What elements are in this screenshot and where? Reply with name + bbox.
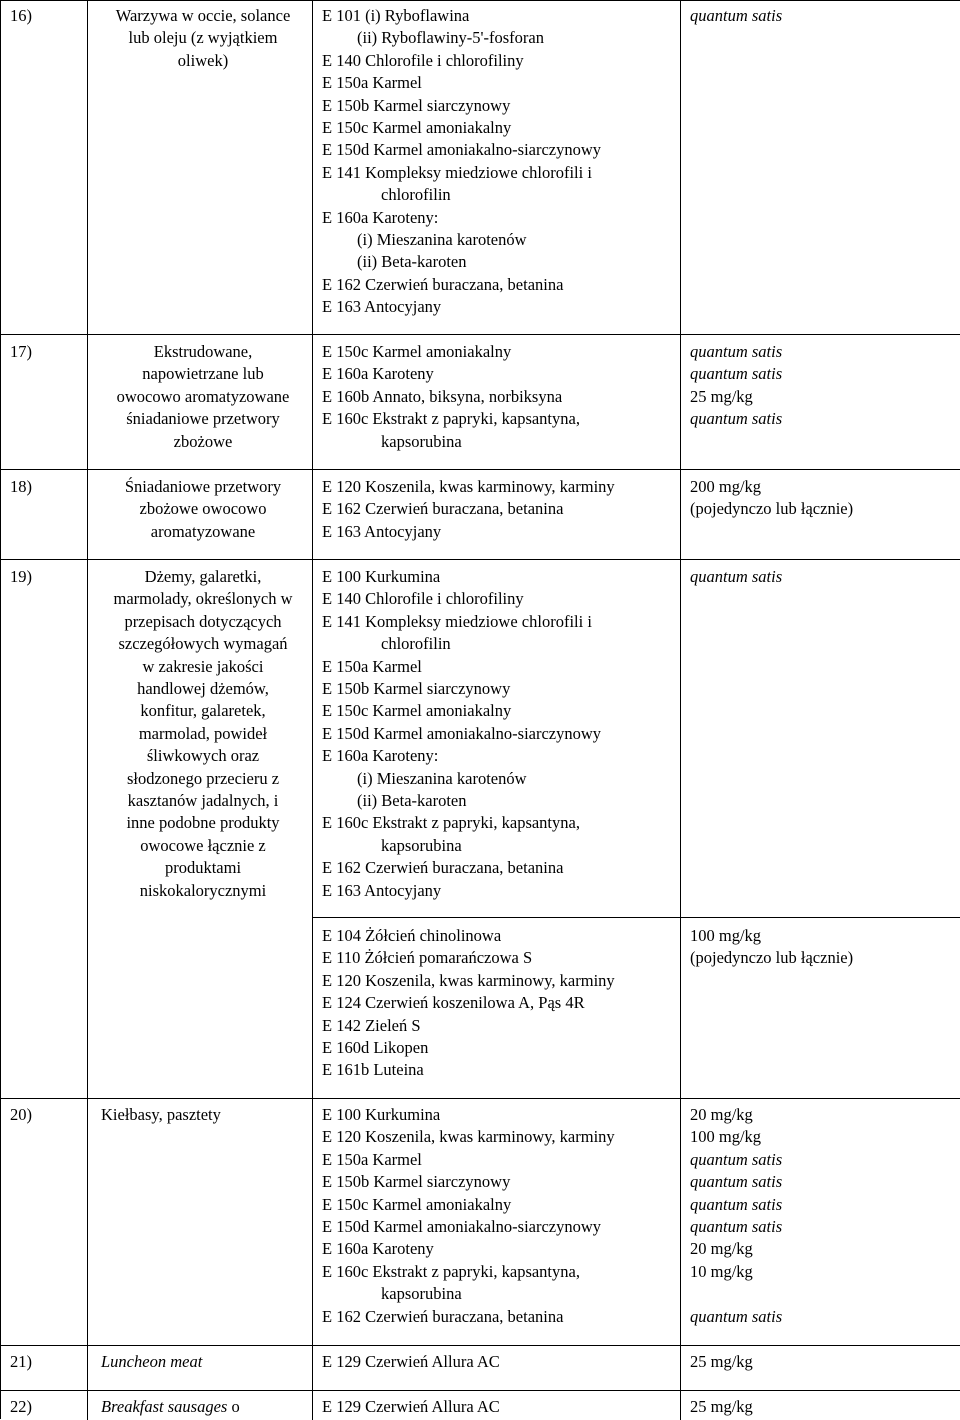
max-level: quantum satis quantum satis 25 mg/kg quantum satis xyxy=(690,342,783,429)
food-category: Breakfast sausages o xyxy=(101,1397,240,1416)
row-divider xyxy=(1,559,960,560)
row-number: 19) xyxy=(10,567,32,586)
row-divider xyxy=(312,917,960,918)
row-number: 22) xyxy=(10,1397,32,1416)
row-number: 17) xyxy=(10,342,32,361)
food-category: Dżemy, galaretki, marmolady, określonych w przepisach dotyczących szczegółowych wymagań w zakresie jakości handlowej dżemów, konfitur, galaretek, marmolad, powideł śliwkowych oraz słodzonego przecieru z kasztanów jadalnych, i inne podobne produkty owocowe łącznie z produktami niskokalorycznymi xyxy=(113,567,293,900)
column-divider xyxy=(312,1,313,1420)
dye-list: E 129 Czerwień Allura AC xyxy=(322,1352,500,1371)
food-category: Warzywa w occie, solance lub oleju (z wyjątkiem oliwek) xyxy=(115,6,291,70)
row-number: 16) xyxy=(10,6,32,25)
max-level: quantum satis xyxy=(690,567,783,586)
column-divider xyxy=(87,1,88,1420)
row-divider xyxy=(1,1098,960,1099)
food-category: Ekstrudowane, napowietrzane lub owocowo aromatyzowane śniadaniowe przetwory zbożowe xyxy=(116,342,290,451)
max-level: 20 mg/kg 100 mg/kg quantum satis quantum satis quantum satis quantum satis 20 mg/kg 10 mg/kg quantum satis xyxy=(690,1105,783,1326)
max-level: 25 mg/kg xyxy=(690,1397,753,1416)
row-divider xyxy=(1,1390,960,1391)
row-number: 21) xyxy=(10,1352,32,1371)
max-level: quantum satis xyxy=(690,6,783,25)
max-level: 200 mg/kg (pojedynczo lub łącznie) xyxy=(690,477,854,519)
food-category: Śniadaniowe przetwory zbożowe owocowo aromatyzowane xyxy=(124,477,282,541)
row-divider xyxy=(1,469,960,470)
row-divider xyxy=(1,1345,960,1346)
dye-list: E 104 Żółcień chinolinowa E 110 Żółcień pomarańczowa S E 120 Koszenila, kwas karminowy, karminy E 124 Czerwień koszenilowa A, Pąs 4R E 142 Zieleń S E 160d Likopen E 161b Luteina xyxy=(322,926,615,1080)
food-category: Luncheon meat xyxy=(101,1352,203,1371)
max-level: 100 mg/kg (pojedynczo lub łącznie) xyxy=(690,926,854,968)
column-divider xyxy=(680,1,681,1420)
row-number: 18) xyxy=(10,477,32,496)
row-divider xyxy=(1,334,960,335)
food-category: Kiełbasy, pasztety xyxy=(101,1105,221,1124)
dye-list: E 120 Koszenila, kwas karminowy, karminy E 162 Czerwień buraczana, betanina E 163 Antocyjany xyxy=(322,477,615,541)
dye-list: E 100 Kurkumina E 140 Chlorofile i chlorofiliny E 141 Kompleksy miedziowe chlorofili i chlorofilin E 150a Karmel E 150b Karmel siarczynowy E 150c Karmel amoniakalny E 150d Karmel amoniakalno-siarczynowy E 160a Karoteny: (i) Mieszanina karotenów (ii) Beta-karoten E 160c Ekstrakt z papryki, kapsantyna, kapsorubina E 162 Czerwień buraczana, betanina E 163 Antocyjany xyxy=(322,567,602,900)
dye-list: E 101 (i) Ryboflawina (ii) Ryboflawiny-5'-fosforan E 140 Chlorofile i chlorofiliny E 150a Karmel E 150b Karmel siarczynowy E 150c Karmel amoniakalny E 150d Karmel amoniakalno-siarczynowy E 141 Kompleksy miedziowe chlorofili i chlorofilin E 160a Karoteny: (i) Mieszanina karotenów (ii) Beta-karoten E 162 Czerwień buraczana, betanina E 163 Antocyjany xyxy=(322,6,602,317)
dye-list: E 100 Kurkumina E 120 Koszenila, kwas karminowy, karminy E 150a Karmel E 150b Karmel siarczynowy E 150c Karmel amoniakalny E 150d Karmel amoniakalno-siarczynowy E 160a Karoteny E 160c Ekstrakt z papryki, kapsantyna, kapsorubina E 162 Czerwień buraczana, betanina xyxy=(322,1105,615,1326)
row-number: 20) xyxy=(10,1105,32,1124)
max-level: 25 mg/kg xyxy=(690,1352,753,1371)
dye-list: E 129 Czerwień Allura AC xyxy=(322,1397,500,1416)
dye-list: E 150c Karmel amoniakalny E 160a Karoteny E 160b Annato, biksyna, norbiksyna E 160c Ekstrakt z papryki, kapsantyna, kapsorubina xyxy=(322,342,580,451)
